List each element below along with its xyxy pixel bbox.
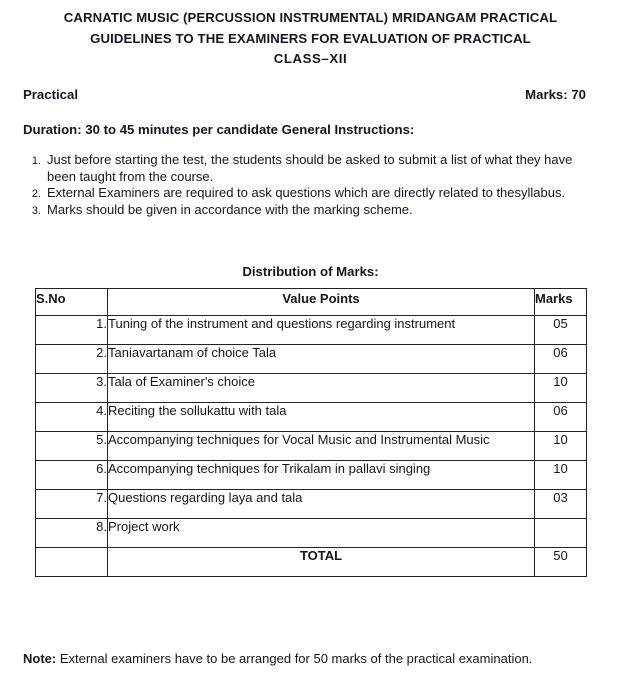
cell-sno: 4. — [36, 403, 108, 432]
list-item-text: Just before starting the test, the students should be asked to submit a list of what they have been taught from the course. — [47, 152, 573, 184]
column-header-value-points: Value Points — [108, 289, 535, 316]
table-row — [36, 345, 587, 374]
cell-marks: 10 — [535, 432, 587, 461]
cell-sno: 2. — [36, 345, 108, 374]
table-total-row — [36, 548, 587, 577]
page-title — [12, 8, 609, 70]
table-header-row — [36, 289, 587, 316]
table-row — [36, 519, 587, 548]
cell-value-points: Project work — [108, 519, 535, 548]
cell-total-marks: 50 — [535, 548, 587, 577]
table-row — [36, 374, 587, 403]
cell-marks: 10 — [535, 374, 587, 403]
total-marks-label: Marks: 70 — [525, 87, 586, 102]
cell-total-label: TOTAL — [108, 548, 535, 577]
note-prefix: Note: — [23, 651, 57, 666]
cell-value-points: Accompanying techniques for Vocal Music and Instrumental Music — [108, 432, 535, 461]
general-instructions-list — [23, 152, 586, 218]
marks-table-container — [35, 288, 586, 577]
list-item-text: External Examiners are required to ask questions which are directly related to thesyllabus. — [47, 185, 566, 200]
title-line-2: GUIDELINES TO THE EXAMINERS FOR EVALUATION OF PRACTICAL — [90, 30, 531, 46]
list-item — [23, 185, 586, 202]
list-item-text: Marks should be given in accordance with the marking scheme. — [47, 201, 413, 217]
cell-value-points: Tuning of the instrument and questions regarding instrument — [108, 316, 535, 345]
cell-sno: 6. — [36, 461, 108, 490]
cell-value-points: Taniavartanam of choice Tala — [108, 345, 535, 374]
list-item — [23, 202, 586, 219]
cell-sno: 7. — [36, 490, 108, 519]
cell-sno: 8. — [36, 519, 108, 548]
cell-sno: 1. — [36, 316, 108, 345]
cell-marks: 06 — [535, 403, 587, 432]
column-header-sno: S.No — [36, 289, 108, 316]
note-text: External examiners have to be arranged for 50 marks of the practical examination. — [56, 651, 533, 666]
marks-distribution-table — [35, 288, 587, 577]
cell-value-points: Accompanying techniques for Trikalam in pallavi singing — [108, 461, 535, 490]
list-item-number: 3. — [31, 204, 41, 217]
practical-marks-row — [23, 87, 586, 102]
cell-marks: 05 — [535, 316, 587, 345]
table-row — [36, 461, 587, 490]
cell-value-points: Questions regarding laya and tala — [108, 490, 535, 519]
list-item-number: 2. — [31, 188, 41, 200]
table-row — [36, 403, 587, 432]
table-row — [36, 432, 587, 461]
duration-line: Duration: 30 to 45 minutes per candidate General Instructions: — [23, 122, 415, 137]
table-row — [36, 316, 587, 345]
cell-sno: 3. — [36, 374, 108, 403]
cell-sno-empty — [36, 548, 108, 577]
cell-marks: 03 — [535, 490, 587, 519]
table-row — [36, 490, 587, 519]
cell-marks: 06 — [535, 345, 587, 374]
cell-marks: 10 — [535, 461, 587, 490]
distribution-of-marks-heading: Distribution of Marks: — [242, 264, 379, 279]
column-header-marks: Marks — [535, 289, 587, 316]
cell-value-points: Tala of Examiner's choice — [108, 374, 535, 403]
list-item — [23, 152, 586, 185]
footer-note — [23, 651, 568, 668]
title-line-3: CLASS–XII — [273, 51, 348, 66]
cell-sno: 5. — [36, 432, 108, 461]
cell-marks — [535, 519, 587, 548]
cell-value-points: Reciting the sollukattu with tala — [108, 403, 535, 432]
practical-label: Practical — [23, 87, 78, 102]
title-line-1: CARNATIC MUSIC (PERCUSSION INSTRUMENTAL) MRIDANGAM PRACTICAL — [63, 10, 558, 25]
list-item-number: 1. — [31, 155, 41, 167]
